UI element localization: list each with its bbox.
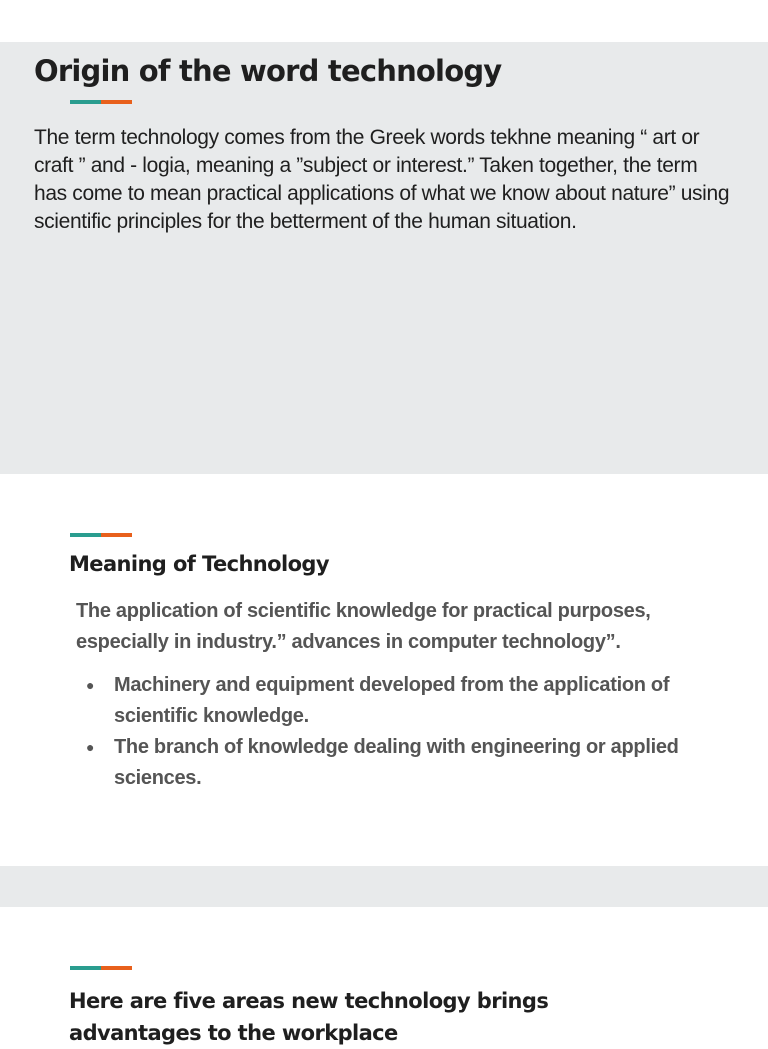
meaning-section	[0, 474, 768, 866]
five-areas-section	[0, 907, 768, 1045]
list-item	[76, 732, 716, 794]
top-spacer	[0, 0, 768, 42]
list-item	[76, 670, 716, 732]
five-areas-title: Here are five areas new technology brings advantages to the workplace	[69, 989, 549, 1045]
meaning-bullet-list	[76, 670, 716, 794]
section-separator-band	[0, 866, 768, 907]
divider-orange-segment	[101, 533, 132, 537]
divider-teal-segment	[70, 100, 101, 104]
divider-orange-segment	[101, 100, 132, 104]
divider-teal-segment	[70, 533, 101, 537]
bullet-dot-icon: ●	[86, 677, 95, 693]
bullet-text: The branch of knowledge dealing with engineering or applied sciences.	[114, 736, 679, 789]
origin-section	[0, 42, 768, 474]
meaning-paragraph: The application of scientific knowledge for practical purposes, especially in industry.” advances in computer technology”.	[76, 600, 651, 653]
divider-teal-segment	[70, 966, 101, 970]
origin-title: Origin of the word technology	[34, 54, 502, 88]
origin-accent-divider	[70, 100, 132, 104]
meaning-accent-divider	[70, 533, 132, 537]
bullet-dot-icon: ●	[86, 739, 95, 755]
meaning-title: Meaning of Technology	[69, 552, 329, 576]
divider-orange-segment	[101, 966, 132, 970]
origin-paragraph: The term technology comes from the Greek words tekhne meaning “ art or craft ” and - logia, meaning a ”subject or interest.” Taken together, the term has come to mean practical applications of what we know about nature” using scientific principles for the betterment of the human situation.	[34, 126, 730, 233]
five-areas-accent-divider	[70, 966, 132, 970]
bullet-text: Machinery and equipment developed from the application of scientific knowledge.	[114, 674, 670, 727]
